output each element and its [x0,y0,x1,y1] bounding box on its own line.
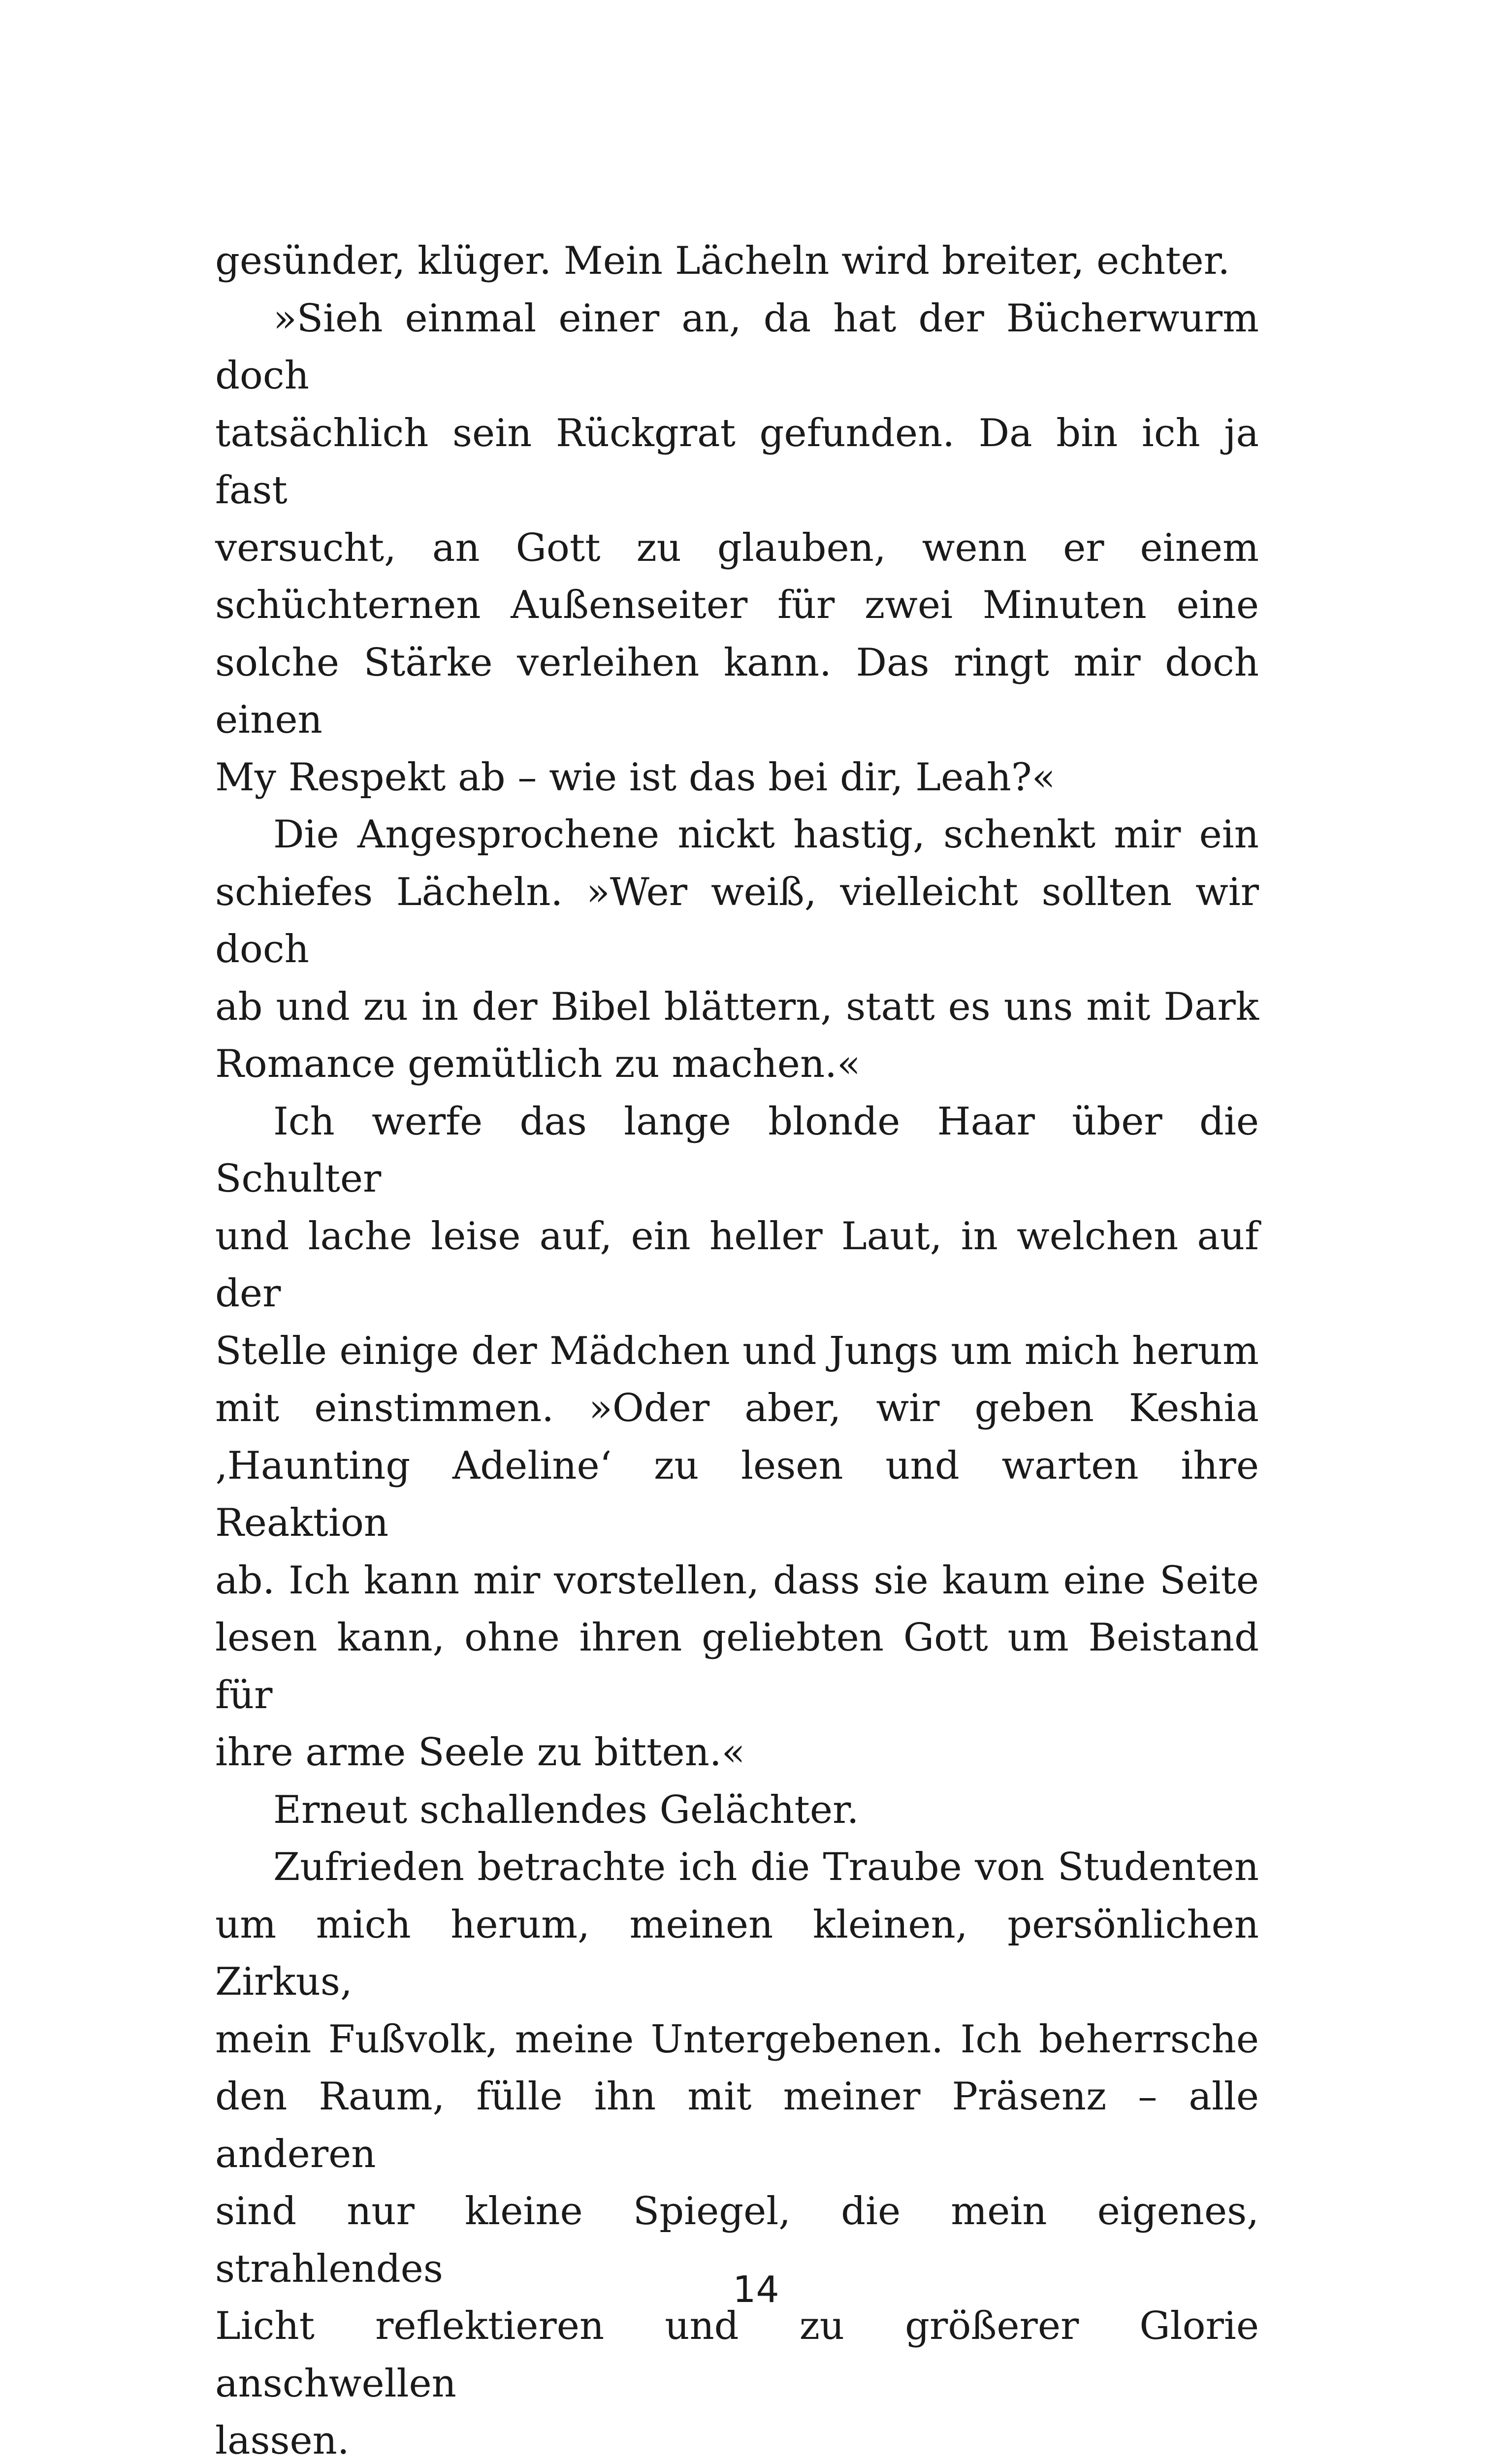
text-line: Ich werfe das lange blonde Haar über die Schulter [215,1099,1259,1201]
text-line: mit einstimmen. »Oder aber, wir geben Keshia [215,1386,1259,1430]
text-line: gesünder, klüger. Mein Lächeln wird breiter, echter. [215,239,1230,283]
text-lines-before-emphasis [215,232,1259,2462]
text-line: Licht reflektieren und zu größerer Glorie anschwellen [215,2304,1259,2406]
text-line: ihre arme Seele zu bitten.« [215,1730,745,1775]
text-line: Die Angesprochene nickt hastig, schenkt mir ein [273,812,1259,857]
text-line: solche Stärke verleihen kann. Das ringt mir doch einen [215,640,1259,742]
text-line: Erneut schallendes Gelächter. [273,1787,859,1832]
text-line: mein Fußvolk, meine Untergebenen. Ich beherrsche [215,2017,1259,2062]
text-line: lassen. [215,2419,350,2462]
text-line: lesen kann, ohne ihren geliebten Gott um Beistand für [215,1616,1259,1717]
text-line: schüchternen Außenseiter für zwei Minuten eine [215,583,1259,627]
text-line: den Raum, fülle ihn mit meiner Präsenz – alle anderen [215,2074,1259,2176]
text-line: My Respekt ab – wie ist das bei dir, Leah?« [215,755,1056,800]
text-line: ab und zu in der Bibel blättern, statt es uns mit Dark [215,984,1259,1029]
text-line: schiefes Lächeln. »Wer weiß, vielleicht sollten wir doch [215,870,1259,972]
body-text [215,232,1259,2462]
text-line: Zufrieden betrachte ich die Traube von Studenten [273,1845,1259,1889]
text-line: sind nur kleine Spiegel, die mein eigenes, strahlendes [215,2189,1259,2291]
text-line: ‚Haunting Adeline‘ zu lesen und warten ihre Reaktion [215,1443,1259,1545]
text-line: Romance gemütlich zu machen.« [215,1042,861,1086]
text-line: »Sieh einmal einer an, da hat der Bücherwurm doch [215,296,1259,398]
text-line: und lache leise auf, ein heller Laut, in welchen auf der [215,1214,1259,1316]
text-line: um mich herum, meinen kleinen, persönlichen Zirkus, [215,1902,1259,2004]
text-line: versucht, an Gott zu glauben, wenn er einem [215,525,1259,570]
page-number: 14 [733,2268,779,2311]
text-line: Stelle einige der Mädchen und Jungs um mich herum [215,1328,1259,1373]
text-line: tatsächlich sein Rückgrat gefunden. Da bin ich ja fast [215,411,1259,513]
text-line: ab. Ich kann mir vorstellen, dass sie kaum eine Seite [215,1558,1259,1603]
